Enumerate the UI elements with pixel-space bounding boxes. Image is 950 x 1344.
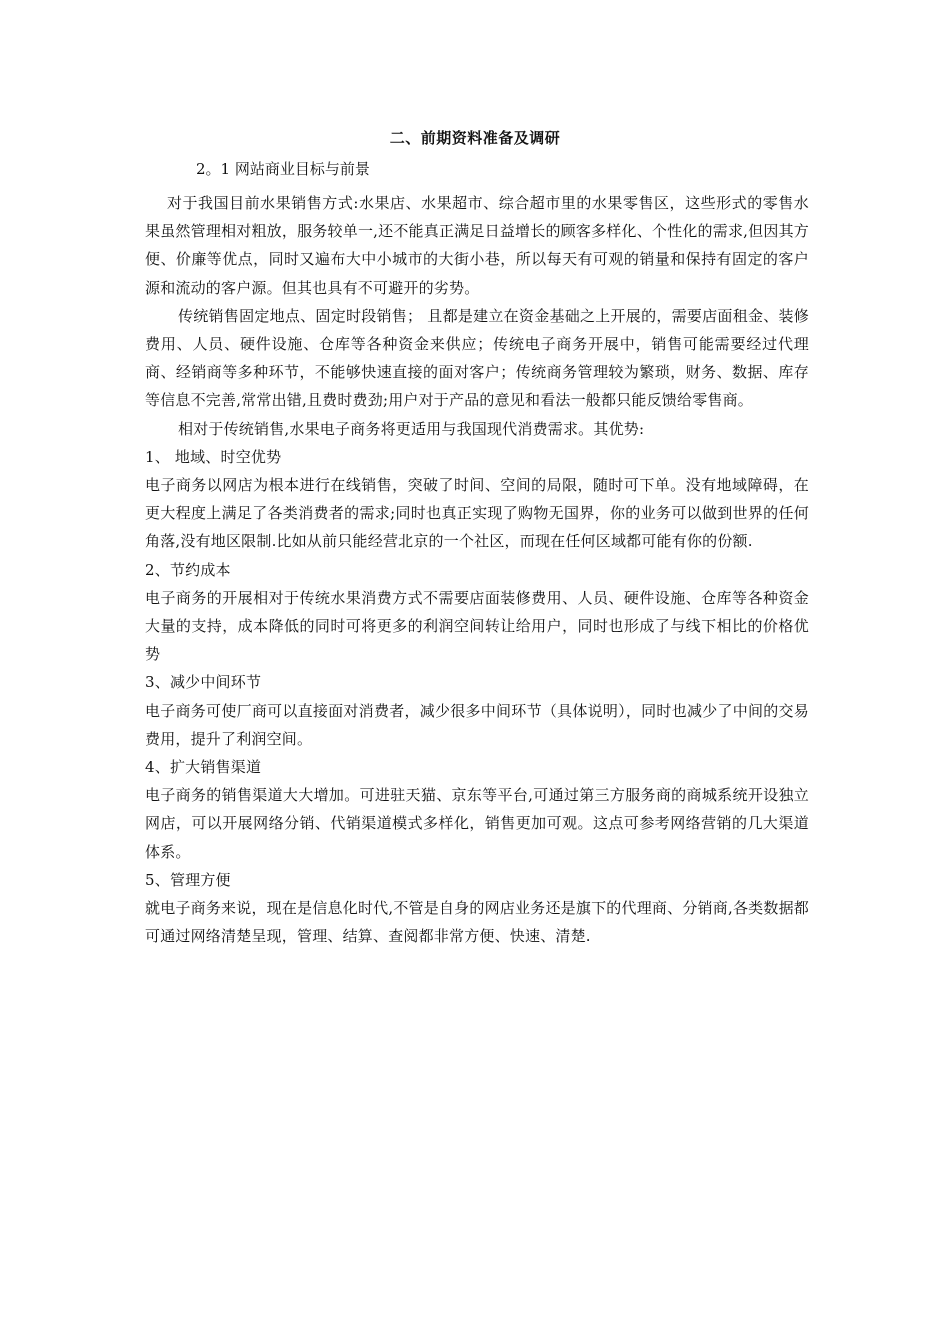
list-item-heading-5: 5、管理方便 xyxy=(145,870,231,889)
list-item-heading-3: 3、减少中间环节 xyxy=(145,673,262,692)
list-item-heading-1: 1、 地域、时空优势 xyxy=(145,447,282,466)
list-item-body-3: 电子商务可使厂商可以直接面对消费者，减少很多中间环节（具体说明），同时也减少了中间的交易费用，提升了利润空间。 xyxy=(145,701,809,748)
paragraph-traditional-sales: 传统销售固定地点、固定时段销售； 且都是建立在资金基础之上开展的，需要店面租金、装修费用、人员、硬件设施、仓库等各种资金来供应；传统电子商务开展中，销售可能需要经过代理商、经销商等多种环节，不能够快速直接的面对客户；传统商务管理较为繁琐，财务、数据、库存等信息不完善,常常出错,且费时费劲;用户对于产品的意见和看法一般都只能反馈给零售商。 xyxy=(145,306,809,410)
section-heading: 二、前期资料准备及调研 xyxy=(389,129,561,147)
list-item-heading-4: 4、扩大销售渠道 xyxy=(145,758,262,777)
subsection-heading: 2。1 网站商业目标与前景 xyxy=(196,160,370,178)
body-text xyxy=(145,189,809,950)
list-item-body-1: 电子商务以网店为根本进行在线销售，突破了时间、空间的局限，随时可下单。没有地域障碍，在更大程度上满足了各类消费者的需求;同时也真正实现了购物无国界，你的业务可以做到世界的任何角落,没有地区限制.比如从前只能经营北京的一个社区，而现在任何区域都可能有你的份额. xyxy=(145,476,809,551)
list-item-body-5: 就电子商务来说，现在是信息化时代,不管是自身的网店业务还是旗下的代理商、分销商,各类数据都可通过网络清楚呈现，管理、结算、查阅都非常方便、快速、清楚. xyxy=(145,899,809,946)
list-item-body-2: 电子商务的开展相对于传统水果消费方式不需要店面装修费用、人员、硬件设施、仓库等各种资金大量的支持，成本降低的同时可将更多的利润空间转让给用户，同时也形成了与线下相比的价格优势 xyxy=(145,588,809,664)
paragraph-intro: 对于我国目前水果销售方式:水果店、水果超市、综合超市里的水果零售区，这些形式的零售水果虽然管理相对粗放，服务较单一,还不能真正满足日益增长的顾客多样化、个性化的需求,但因其方便、价廉等优点，同时又遍布大中小城市的大街小巷，所以每天有可观的销量和保持有固定的客户源和流动的客户源。但其也具有不可避开的劣势。 xyxy=(145,194,809,297)
paragraph-advantages-intro: 相对于传统销售,水果电子商务将更适用与我国现代消费需求。其优势: xyxy=(178,419,645,438)
list-item-body-4: 电子商务的销售渠道大大增加。可进驻天猫、京东等平台,可通过第三方服务商的商城系统开设独立网店，可以开展网络分销、代销渠道模式多样化，销售更加可观。这点可参考网络营销的几大渠道体系。 xyxy=(145,786,809,861)
list-item-heading-2: 2、节约成本 xyxy=(145,560,231,579)
